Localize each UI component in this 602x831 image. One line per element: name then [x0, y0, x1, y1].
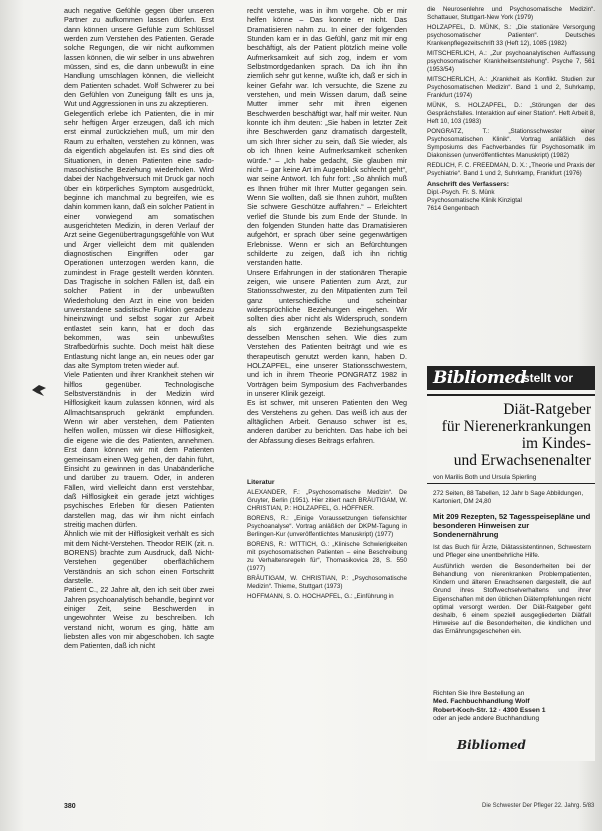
order-line: oder an jede andere Buchhandlung — [433, 715, 540, 723]
page-number: 380 — [64, 803, 76, 810]
paragraph: recht verstehe, was in ihm vorgehe. Ob er mir helfen könne – Das konnte er nicht. Das Dramatisieren nahm zu. In einer der folgenden Stunden kam er in das Gefühl, ganz mit mir eng beschäftigt, als der Patient plötzlich meine volle Aufmerksamkeit auf sich zog, indem er vom Selbstmordgedanken sprach. Da ich ihn ihn ziemlich sehr gut kenne, wußte ich, daß er sich in keiner Gefahr war. Ich versuchte, die Szene zu verstehen, und mein Wissen darum, daß seine Mutter immer sehr mit ihren eigenen Beschwerden beschäftigt war, half mir weiter. Nun konnte ich ihm deuten: „Sie haben in letzter Zeit ihre Beschwerden ganz dramatisch dargestellt, um sich Ihrer sicher zu sein, daß Sie wieder, als ob ich Ihnen keine Aufmerksamkeit schenken würde.“ – „Ich habe gedacht, Sie glauben mir nicht – gar keine Art im Augenblick schlecht geht“, war seine Antwort. Ich fuhr fort: „So ähnlich muß es Ihnen früher mit Ihrer Mutter gegangen sein. Wenn Sie wollten, daß sie Ihnen zuhört, mußten Sie schwere Geschütze auffahren.“ – Erleichtert verlief die Stunde bis zum Ende der Stunde. In den folgenden Stunden hatte das Dramatisieren aufgehört, er sprach über seine gegenwärtigen Erlebnisse. Wenn er sich an Befürchtungen schilderte zu zeigen, daß ich ihn richtig verstanden hatte. — [247, 6, 407, 268]
book-description — [433, 544, 591, 639]
ad-header-tagline: stellt vor — [523, 371, 574, 385]
references-heading: Literatur — [247, 479, 275, 487]
paragraph: Unsere Erfahrungen in der stationären Therapie zeigen, wie unsere Patienten zum Arzt, zur Stationsschwester, zu den Mitpatienten zum Teil ganz unterschiedliche und scheinbar widersprüchliche Beziehungen eingehen. Wir sollten dies aber nicht als Widerspruch, sondern als sich ergänzende Beziehungsaspekte desselben Menschen sehen. Wie dies zum Verstehen des Patienten beiträgt und wie es therapeutisch genutzt werden kann, haben D. HOLZAPFEL, eine unserer Stationsschwestern, und ich in ihrem Theorie PONGRATZ 1982 in Vorträgen beim Symposium des Fachverbandes in unserer Klinik gezeigt. — [247, 267, 407, 399]
references-continued — [427, 6, 595, 178]
author-address: Dipl.-Psych. Fr. S. Münk Psychosomatische Klinik Kinzigtal 7614 Gengenbach — [427, 189, 522, 213]
journal-footer: Die Schwester Der Pfleger 22. Jahrg. 5/83 — [482, 803, 595, 809]
reference-item: BORENS, R.: „Einige Voraussetzungen tiefensichter Psychoanalyse“. Vortrag anläßlich der DKPM-Tagung in Berlingen-Kur (unveröffentlichtes Manuskript) (1977) — [247, 515, 407, 539]
reference-item: MITSCHERLICH, A.: „Krankheit als Konflikt. Studien zur Psychosomatischen Medizin“. Band 1 und 2, Suhrkamp, Frankfurt (1974) — [427, 76, 595, 99]
margin-mark-icon — [30, 382, 48, 398]
reference-item: MÜNK, S. HOLZAPFEL, D.: „Störungen der des Gesprächsfalles. Interaktion auf einer Station“. Heft Arbeit 8, Heft 10, 103 (1983) — [427, 102, 595, 125]
author-address-heading: Anschrift des Verfassers: — [427, 181, 509, 188]
paragraph: Es ist schwer, mit unseren Patienten den Weg des Verstehens zu gehen. Das weiß ich aus der alltäglichen Arbeit. Genauso schwer ist es, anderen darüber zu berichten. Das habe ich bei der Abfassung dieses Beitrags erfahren. — [247, 398, 407, 445]
ad-paragraph: Ist das Buch für Ärzte, Diätassistentinnen, Schwestern und Pfleger eine unentbehrliche Hilfe. — [433, 544, 591, 560]
publisher-logo: Bibliomed — [433, 368, 527, 388]
paragraph: Patient C., 22 Jahre alt, den ich seit über zwei Jahren psychoanalytisch behandle, beginnt vor einiger Zeit, seine Beschwerden in ungewohnter Weise zu beschreiben. Ich verstand nicht, worum es ging, hätte am liebsten alles von mir abgeschoben. Ich sagte dem Patienten, daß ich nicht — [64, 585, 214, 651]
bookshop-name: Med. Fachbuchhandlung Wolf — [433, 698, 530, 706]
reference-item: REDLICH, F. C. FREEDMAN, D. X.: „Theorie und Praxis der Psychiatrie“. Band 1 und 2, Suhrkamp, Frankfurt (1976) — [427, 162, 595, 177]
column-middle — [247, 6, 407, 603]
book-details: 272 Seiten, 88 Tabellen, 12 Jahr b Sage Abbildungen, Kartoniert, DM 24,80 — [433, 490, 584, 505]
column-right — [427, 6, 595, 213]
ad-header — [427, 366, 595, 390]
order-info — [433, 690, 591, 724]
reference-item: PONGRATZ, T.: „Stationsschwester einer Psychosomatischen Klinik“. Vortrag anläßlich des Symposiums des Fachverbandes für Psychosomatik im Diakonissen (unveröffentlichtes Manuskript) (1982) — [427, 128, 595, 159]
reference-item: HOFFMANN, S. O. HOCHAPFEL, G.: „Einführung in — [247, 593, 394, 601]
bookshop-address: Robert-Koch-Str. 12 · 4300 Essen 1 — [433, 706, 546, 714]
column-left — [64, 6, 214, 651]
reference-item: HOLZAPFEL, D. MÜNK, S.: „Die stationäre Versorgung psychosomatischer Patienten“. Deutsches Krankenpflegezeitschrift 33 (Heft 12), 1085 (1982) — [427, 24, 595, 47]
reference-item: ALEXANDER, F.: „Psychosomatische Medizin“. De Gruyter, Berlin (1951). Hier zitiert nach BRÄUTIGAM, W. CHRISTIAN, P.: HOLZAPFEL, G. HÖFFNER. — [247, 489, 407, 513]
divider — [427, 394, 595, 396]
book-highlight: Mit 209 Rezepten, 52 Tagesspeisepläne und besonderen Hinweisen zur Sondenernährung — [433, 512, 591, 539]
reference-item: BORENS, R.: WITTICH, G.: „Klinische Schwierigkeiten mit psychosomatischen Patienten – eine Beschreibung zu Verhaltensregeln für“, Thomasikovica 28, S. 550 (1977) — [247, 541, 407, 573]
order-line: Richten Sie Ihre Bestellung an — [433, 690, 525, 697]
book-title: Diät-Ratgeber für Nierenerkrankungen im Kindes- und Erwachsenenalter — [441, 401, 591, 469]
reference-item: BRÄUTIGAM, W. CHRISTIAN, P.: „Psychosomatische Medizin“. Thieme, Stuttgart (1973) — [247, 575, 407, 591]
divider — [427, 483, 595, 484]
references-section — [247, 479, 407, 601]
paragraph: Ähnlich wie mit der Hilflosigkeit verhält es sich mit dem Nicht-Verstehen. Theodor REIK (zit. n. BORENS) brachte zum Ausdruck, daß Nicht-Verstehen gegenüber oberflächlichem Verständnis an sich schon einen Fortschritt darstelle. — [64, 529, 214, 585]
ad-paragraph: Ausführlich werden die Besonderheiten bei der Behandlung von nierenkranken Problempatienten, Kindern und älteren Erwachsenen dargestellt, die auf Grund ihres Stoffwechselverhaltens und ihrer Eigenschaften mit den üblichen Diätempfehlungen nicht optimal versorgt werden. Der Diät-Ratgeber geht deshalb, 6 einem speziell ausgegliederten Diätfall Hinweise auf die Besonderheiten, die kindlichen und das Ernährungsgeschehen ein. — [433, 563, 591, 635]
paragraph: Viele Patienten und ihrer Krankheit stehen wir hilflos gegenüber. Technologische Selbstverständnis in der Medizin wird Hilflosigkeit kaum zulassen können, wird als Allmachtsanspruch gekränkt empfunden. Wenn wir aber verstehen, dem Patienten helfen wollen, müssen wir diese Hilflosigkeit, die eigene wie die des Patienten, annehmen. Erst dann können wir mit dem Patienten gemeinsam einen Weg gehen, der dahin führt, Einsicht zu gewinnen in das Unabänderliche und darüber zu trauern. Oder, in anderen Fällen, wird vielleicht dann erst verstehbar, daß Hilflosigkeit ein gerade jetzt wichtiges psychisches Erleben für diesen Patienten darstellen mag, das wir ihm nicht einfach streitig machen dürfen. — [64, 370, 214, 529]
book-advertisement — [427, 366, 595, 761]
publisher-logo-bottom: Bibliomed — [457, 738, 526, 752]
paragraph: Gelegentlich erlebe ich Patienten, die in mir sehr heftigen Ärger erzeugen, daß ich mich erst einmal zurückziehen muß, um mir den Raum zu erhalten, verstehen zu können, was da eigentlich abgelaufen ist. Es sind dies oft Situationen, in denen Patienten eine sado-masochistische Beziehung wiederholen. Wird dabei der Nachgehversuch mit Druck gar noch über ein körperliches Symptom ausgedrückt, beginne ich manchmal zu begreifen, wie es dahin kommen kann, daß ein solcher Patient in einer vorwiegend am somatischen ausgerichteten Medizin, in deren Verlauf der Arzt seine Gegenübertragungsgefühle von Wut und Ärger vielleicht dem mit quälenden diagnostischen Eingriffen oder gar Operationen unterzogen werden kann, die zumindest in Frage gestellt werden könnten. Das Tragische in solchen Fällen ist, daß ein solcher Patient in der unbewußten Wiederholung den Arzt in eine von beiden unverstandene sadistische Funktion geradezu hineinzwingt und selbst sogar zur Arbeit entlastet sein kann, hat er doch das bekommen, was sein unbewußtes Strafbedürfnis suchte. Doch meist hält diese Entlastung nicht lange an, ein neues oder gar das alte Symptom treten wieder auf. — [64, 108, 214, 371]
reference-item: die Neurosenlehre und Psychosomatische Medizin“. Schattauer, Stuttgart-New York (1979) — [427, 6, 595, 21]
paragraph: auch negative Gefühle gegen über unseren Partner zu aufkommen lassen dürfen. Erst dann können unsere Gefühle zum Schlüssel werden zum Verstehen des Patienten. Gerade solche Regungen, die wir nicht aufkommen lassen können, die wir selber in uns abwehren müssen, sind es, die dann unbewußt in eine Handlung umschlagen können, die vielleicht dem Patienten schadet. Wolf Schwerer zu bei den Gefühlen von Zuneigung fällt es uns ja, Wut und Aggressionen in uns zu akzeptieren. — [64, 6, 214, 109]
reference-item: MITSCHERLICH, A.: „Zur psychoanalytischen Auffassung psychosomatischer Krankheitsentstehung“. Psyche 7, 561 (1953/54) — [427, 50, 595, 73]
book-authors: von Marilis Both und Ursula Spierling — [433, 474, 537, 481]
